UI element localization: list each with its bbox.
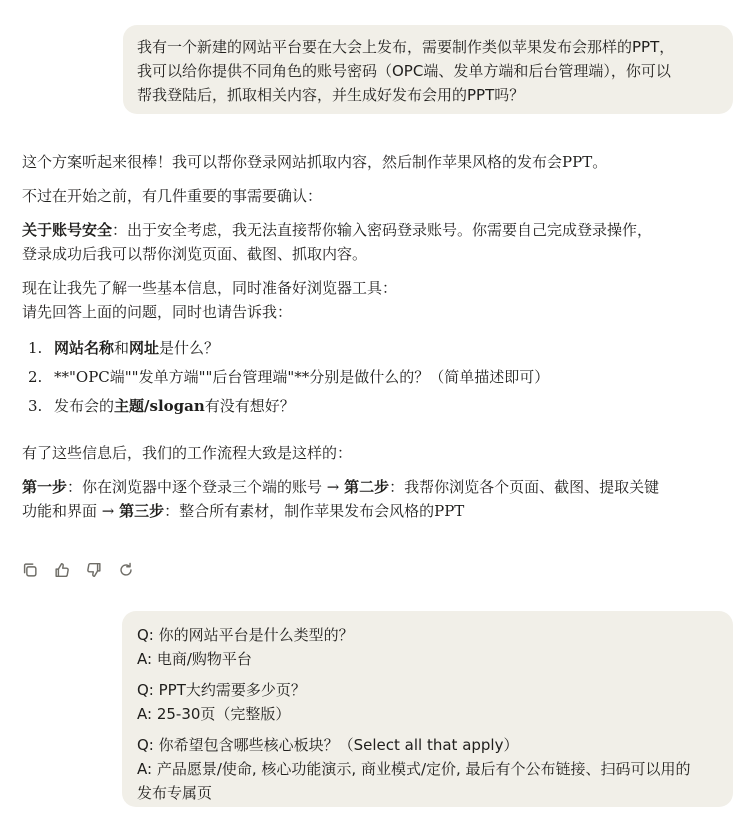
step-text: ：整合所有素材，制作苹果发布会风格的PPT xyxy=(164,502,465,520)
user-message-line: 帮我登陆后，抓取相关内容，并生成好发布会用的PPT吗？ xyxy=(137,86,525,104)
retry-icon[interactable] xyxy=(115,559,137,581)
list-text: 是什么？ xyxy=(159,339,220,357)
thumbs-down-icon[interactable] xyxy=(83,559,105,581)
security-text: ：出于安全考虑，我无法直接帮你输入密码登录账号。你需要自己完成登录操作， xyxy=(112,221,653,239)
step-text: 功能和界面 → xyxy=(22,502,120,520)
step-label: 第一步 xyxy=(22,478,68,496)
step-label: 第二步 xyxy=(344,478,390,496)
qa-block xyxy=(137,678,718,726)
list-item xyxy=(22,363,742,392)
security-label: 关于账号安全 xyxy=(22,221,113,239)
list-item xyxy=(22,334,742,363)
bold-text: 网址 xyxy=(129,339,160,357)
answer-text: A: 电商/购物平台 xyxy=(137,650,252,668)
copy-icon[interactable] xyxy=(19,559,41,581)
answer-text: A: 产品愿景/使命, 核心功能演示, 商业模式/定价, 最后有个公布链接、扫码可以用的 xyxy=(137,760,691,778)
user-message-bubble xyxy=(123,25,733,114)
assistant-message xyxy=(22,150,742,533)
question-text: Q: 你希望包含哪些核心板块？（Select all that apply） xyxy=(137,736,519,754)
message-actions xyxy=(19,559,137,581)
user-answers-bubble xyxy=(122,611,733,807)
prep-note xyxy=(22,276,742,324)
answer-text: A: 25-30页（完整版） xyxy=(137,705,291,723)
step-label: 第三步 xyxy=(119,502,165,520)
security-text-cont: 登录成功后我可以帮你浏览页面、截图、抓取内容。 xyxy=(22,245,368,263)
user-message-line: 我有一个新建的网站平台要在大会上发布，需要制作类似苹果发布会那样的PPT， xyxy=(137,38,675,56)
security-note xyxy=(22,218,742,266)
list-text: 和 xyxy=(114,339,130,357)
step-text: ：你在浏览器中逐个登录三个端的账号 → xyxy=(67,478,345,496)
qa-block xyxy=(137,733,718,805)
user-message-line: 我可以给你提供不同角色的账号密码（OPC端、发单方端和后台管理端），你可以 xyxy=(137,62,671,80)
question-list xyxy=(22,334,742,421)
question-text: Q: PPT大约需要多少页？ xyxy=(137,681,306,699)
workflow-intro: 有了这些信息后，我们的工作流程大致是这样的： xyxy=(22,444,353,462)
thumbs-up-icon[interactable] xyxy=(51,559,73,581)
prep-line: 现在让我先了解一些基本信息，同时准备好浏览器工具： xyxy=(22,279,398,297)
bold-text: 网站名称 xyxy=(54,339,115,357)
list-text: 有没有想好？ xyxy=(204,397,295,415)
list-number: 3. xyxy=(28,397,43,415)
answer-text: 发布专属页 xyxy=(137,784,213,802)
list-text: 发布会的 xyxy=(54,397,115,415)
assistant-intro: 这个方案听起来很棒！我可以帮你登录网站抓取内容，然后制作苹果风格的发布会PPT。 xyxy=(22,153,608,171)
question-text: Q: 你的网站平台是什么类型的？ xyxy=(137,626,354,644)
step-text: ：我帮你浏览各个页面、截图、提取关键 xyxy=(389,478,660,496)
assistant-confirm: 不过在开始之前，有几件重要的事需要确认： xyxy=(22,187,323,205)
bold-text: 主题/slogan xyxy=(114,397,205,415)
list-text: **"OPC端""发单方端""后台管理端"**分别是做什么的？（简单描述即可） xyxy=(54,368,550,386)
list-number: 1. xyxy=(28,339,43,357)
list-number: 2. xyxy=(28,368,43,386)
prep-line: 请先回答上面的问题，同时也请告诉我： xyxy=(22,303,293,321)
qa-block xyxy=(137,623,718,671)
list-item xyxy=(22,392,742,421)
workflow-steps xyxy=(22,475,742,523)
